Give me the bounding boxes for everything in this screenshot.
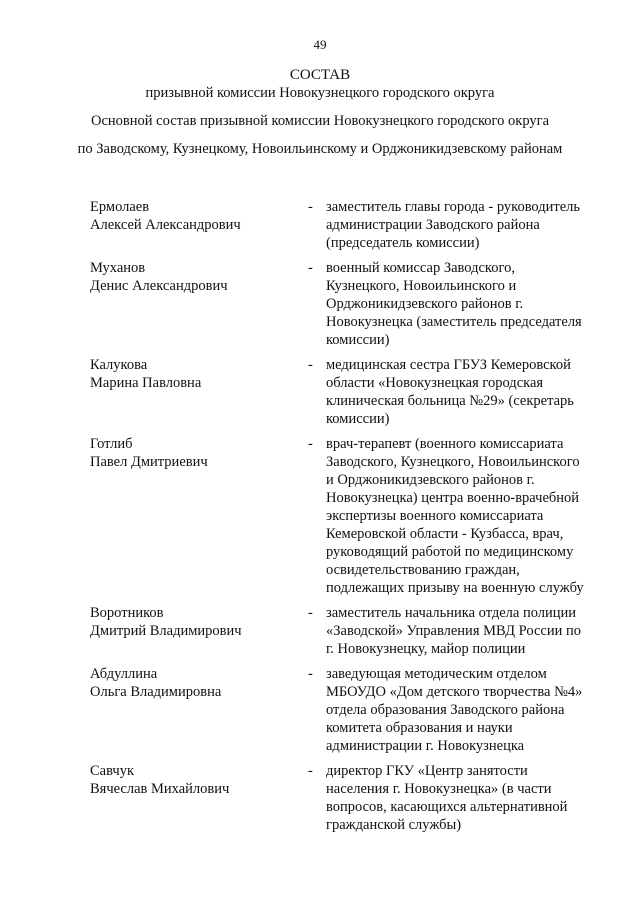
member-role: заместитель начальника отдела полиции «Заводской» Управления МВД России по г. Новокузнецку, майор полиции (326, 605, 581, 657)
member-role: военный комиссар Заводского, Кузнецкого, Новоильинского и Орджоникидзевского районов г. Новокузнецка (заместитель председателя комиссии) (326, 260, 582, 348)
member-given-names: Денис Александрович (90, 278, 228, 294)
member-dash: - (308, 666, 313, 682)
member-name (90, 356, 308, 428)
member-role: заведующая методическим отделом МБОУДО «Дом детского творчества №4» отдела образования Заводского района комитета образования и науки администрации г. Новокузнецка (326, 666, 583, 754)
member-surname: Воротников (90, 605, 164, 621)
member-name (90, 259, 308, 349)
member-dash: - (308, 199, 313, 215)
member-name (90, 604, 308, 658)
member-given-names: Марина Павловна (90, 375, 202, 391)
document-subtitle: призывной комиссии Новокузнецкого городского округа (145, 85, 495, 101)
member-role: медицинская сестра ГБУЗ Кемеровской области «Новокузнецкая городская клиническая больница №29» (секретарь комиссии) (326, 357, 574, 427)
page-number: 49 (313, 37, 327, 52)
member-name (90, 435, 308, 597)
member-entry (90, 762, 590, 834)
member-given-names: Павел Дмитриевич (90, 454, 208, 470)
member-name (90, 198, 308, 252)
member-name (90, 762, 308, 834)
document-title: СОСТАВ (289, 67, 351, 83)
member-role: заместитель главы города - руководитель администрации Заводского района (председатель комиссии) (326, 199, 581, 251)
member-surname: Калукова (90, 357, 148, 373)
member-surname: Муханов (90, 260, 146, 276)
member-role: директор ГКУ «Центр занятости населения г. Новокузнецка» (в части вопросов, касающихся альтернативной гражданской службы) (326, 763, 568, 833)
member-entry (90, 259, 590, 349)
member-entry (90, 198, 590, 252)
member-dash: - (308, 605, 313, 621)
member-dash: - (308, 763, 313, 779)
member-entry (90, 435, 590, 597)
document-header (50, 66, 590, 158)
districts-title: по Заводскому, Кузнецкому, Новоильинскому и Орджоникидзевскому районам (77, 141, 563, 157)
member-name (90, 665, 308, 755)
member-entry (90, 356, 590, 428)
member-surname: Абдуллина (90, 666, 158, 682)
member-given-names: Алексей Александрович (90, 217, 241, 233)
member-surname: Готлиб (90, 436, 133, 452)
member-surname: Савчук (90, 763, 134, 779)
member-given-names: Ольга Владимировна (90, 684, 222, 700)
member-role: врач-терапевт (военного комиссариата Заводского, Кузнецкого, Новоильинского и Орджоникидзевского районов г. Новокузнецка) центра военно-врачебной экспертизы военного комиссариата Кемеровской области - Кузбасса, врач, руководящий работой по медицинскому освидетельствованию граждан, подлежащих призыву на военную службу (326, 436, 584, 596)
commission-members-list (90, 198, 590, 841)
member-entry (90, 665, 590, 755)
member-surname: Ермолаев (90, 199, 150, 215)
member-given-names: Вячеслав Михайлович (90, 781, 230, 797)
section-title: Основной состав призывной комиссии Новокузнецкого городского округа (90, 113, 550, 129)
member-dash: - (308, 357, 313, 373)
member-dash: - (308, 260, 313, 276)
member-given-names: Дмитрий Владимирович (90, 623, 242, 639)
member-entry (90, 604, 590, 658)
member-dash: - (308, 436, 313, 452)
